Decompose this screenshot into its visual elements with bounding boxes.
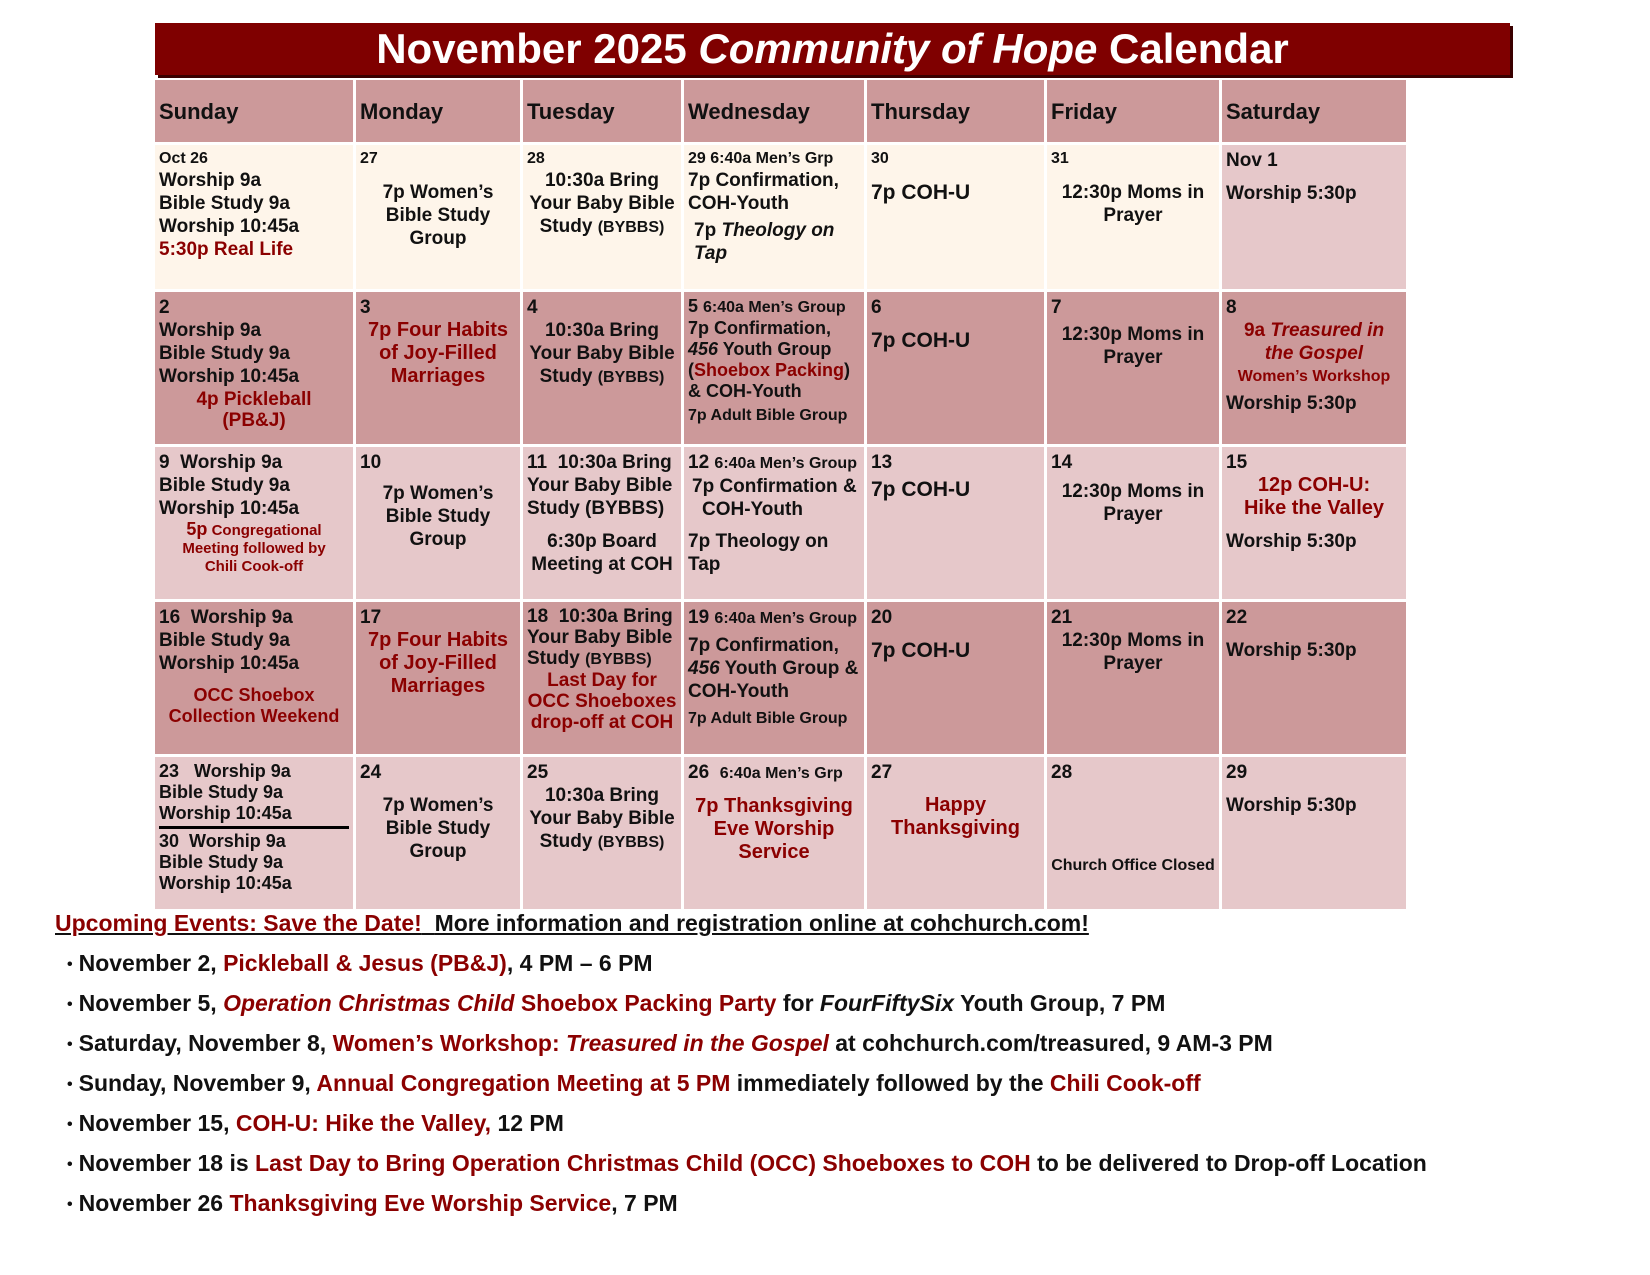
day-cell-oct-30: 30 7p COH-U bbox=[867, 145, 1044, 289]
day-cell-nov-9: 9 Worship 9a Bible Study 9a Worship 10:45a 5p Congregational Meeting followed by Chili Cook-off bbox=[155, 447, 353, 599]
weekday-monday: Monday bbox=[356, 80, 520, 142]
day-cell-nov-8: 8 9a Treasured in the Gospel Women’s Workshop Worship 5:30p bbox=[1222, 292, 1406, 444]
day-cell-nov-26: 26 6:40a Men’s Grp 7p Thanksgiving Eve Worship Service bbox=[684, 757, 864, 909]
day-cell-nov-4: 4 10:30a Bring Your Baby Bible Study (BYBBS) bbox=[523, 292, 681, 444]
weekday-tuesday: Tuesday bbox=[523, 80, 681, 142]
day-cell-nov-29: 29 Worship 5:30p bbox=[1222, 757, 1406, 909]
day-cell-nov-12: 12 6:40a Men’s Group 7p Confirmation & COH-Youth 7p Theology on Tap bbox=[684, 447, 864, 599]
list-item: • November 26 Thanksgiving Eve Worship Service, 7 PM bbox=[67, 1188, 1615, 1222]
day-cell-nov-28: 28 Church Office Closed bbox=[1047, 757, 1219, 909]
day-cell-oct-27: 27 7p Women’s Bible Study Group bbox=[356, 145, 520, 289]
week-row bbox=[155, 145, 1406, 289]
weekday-saturday: Saturday bbox=[1222, 80, 1406, 142]
week-divider bbox=[159, 826, 349, 829]
day-cell-oct-29: 29 6:40a Men’s Grp 7p Confirmation, COH-Youth 7p Theology on Tap bbox=[684, 145, 864, 289]
day-cell-oct-31: 31 12:30p Moms in Prayer bbox=[1047, 145, 1219, 289]
list-item: • November 2, Pickleball & Jesus (PB&J), 4 PM – 6 PM bbox=[67, 948, 1615, 982]
list-item: • November 15, COH-U: Hike the Valley, 12 PM bbox=[67, 1108, 1615, 1142]
weekday-sunday: Sunday bbox=[155, 80, 353, 142]
calendar-title bbox=[155, 23, 1510, 75]
day-cell-nov-3: 3 7p Four Habits of Joy-Filled Marriages bbox=[356, 292, 520, 444]
day-cell-nov-7: 7 12:30p Moms in Prayer bbox=[1047, 292, 1219, 444]
day-cell-nov-27: 27 Happy Thanksgiving bbox=[867, 757, 1044, 909]
day-cell-nov-10: 10 7p Women’s Bible Study Group bbox=[356, 447, 520, 599]
week-row bbox=[155, 602, 1406, 754]
list-item: • Saturday, November 8, Women’s Workshop: Treasured in the Gospel at cohchurch.com/treasured, 9 AM-3 PM bbox=[67, 1028, 1615, 1062]
day-cell-oct-28: 28 10:30a Bring Your Baby Bible Study (BYBBS) bbox=[523, 145, 681, 289]
weekday-friday: Friday bbox=[1047, 80, 1219, 142]
day-cell-nov-16: 16 Worship 9a Bible Study 9a Worship 10:45a OCC Shoebox Collection Weekend bbox=[155, 602, 353, 754]
day-cell-nov-23-30: 23 Worship 9a Bible Study 9a Worship 10:45a 30 Worship 9a Bible Study 9a Worship 10:45a bbox=[155, 757, 353, 909]
day-cell-nov-1: Nov 1 Worship 5:30p bbox=[1222, 145, 1406, 289]
day-cell-nov-25: 25 10:30a Bring Your Baby Bible Study (BYBBS) bbox=[523, 757, 681, 909]
day-cell-oct-26: Oct 26 Worship 9a Bible Study 9a Worship 10:45a 5:30p Real Life bbox=[155, 145, 353, 289]
week-row bbox=[155, 757, 1406, 909]
calendar-grid bbox=[152, 77, 1409, 912]
day-cell-nov-14: 14 12:30p Moms in Prayer bbox=[1047, 447, 1219, 599]
day-cell-nov-11: 11 10:30a Bring Your Baby Bible Study (BYBBS) 6:30p Board Meeting at COH bbox=[523, 447, 681, 599]
list-item: • November 5, Operation Christmas Child Shoebox Packing Party for FourFiftySix Youth Group, 7 PM bbox=[67, 988, 1615, 1022]
day-cell-nov-24: 24 7p Women’s Bible Study Group bbox=[356, 757, 520, 909]
weekday-thursday: Thursday bbox=[867, 80, 1044, 142]
day-cell-nov-18: 18 10:30a Bring Your Baby Bible Study (BYBBS) Last Day for OCC Shoeboxes drop-off at COH bbox=[523, 602, 681, 754]
events-list bbox=[55, 948, 1615, 1222]
day-cell-nov-5: 5 6:40a Men’s Group 7p Confirmation, 456 Youth Group (Shoebox Packing) & COH-Youth 7p Adult Bible Group bbox=[684, 292, 864, 444]
weekday-header-row bbox=[155, 80, 1406, 142]
day-cell-nov-2: 2 Worship 9a Bible Study 9a Worship 10:45a 4p Pickleball (PB&J) bbox=[155, 292, 353, 444]
list-item: • Sunday, November 9, Annual Congregation Meeting at 5 PM immediately followed by the Chili Cook-off bbox=[67, 1068, 1615, 1102]
weekday-wednesday: Wednesday bbox=[684, 80, 864, 142]
day-cell-nov-17: 17 7p Four Habits of Joy-Filled Marriages bbox=[356, 602, 520, 754]
day-cell-nov-21: 21 12:30p Moms in Prayer bbox=[1047, 602, 1219, 754]
day-cell-nov-19: 19 6:40a Men’s Group 7p Confirmation, 456 Youth Group & COH-Youth 7p Adult Bible Group bbox=[684, 602, 864, 754]
upcoming-header: Upcoming Events: Save the Date! More information and registration online at cohchurch.com! bbox=[55, 910, 1089, 936]
title-name: Community of Hope bbox=[698, 25, 1098, 72]
day-cell-nov-15: 15 12p COH-U: Hike the Valley Worship 5:30p bbox=[1222, 447, 1406, 599]
title-month: November 2025 bbox=[376, 25, 687, 72]
day-cell-nov-20: 20 7p COH-U bbox=[867, 602, 1044, 754]
day-cell-nov-13: 13 7p COH-U bbox=[867, 447, 1044, 599]
list-item: • November 18 is Last Day to Bring Operation Christmas Child (OCC) Shoeboxes to COH to be delivered to Drop-off Location bbox=[67, 1148, 1615, 1182]
day-cell-nov-6: 6 7p COH-U bbox=[867, 292, 1044, 444]
title-suffix: Calendar bbox=[1109, 25, 1289, 72]
week-row bbox=[155, 292, 1406, 444]
upcoming-events bbox=[55, 908, 1615, 1228]
week-row bbox=[155, 447, 1406, 599]
day-cell-nov-22: 22 Worship 5:30p bbox=[1222, 602, 1406, 754]
